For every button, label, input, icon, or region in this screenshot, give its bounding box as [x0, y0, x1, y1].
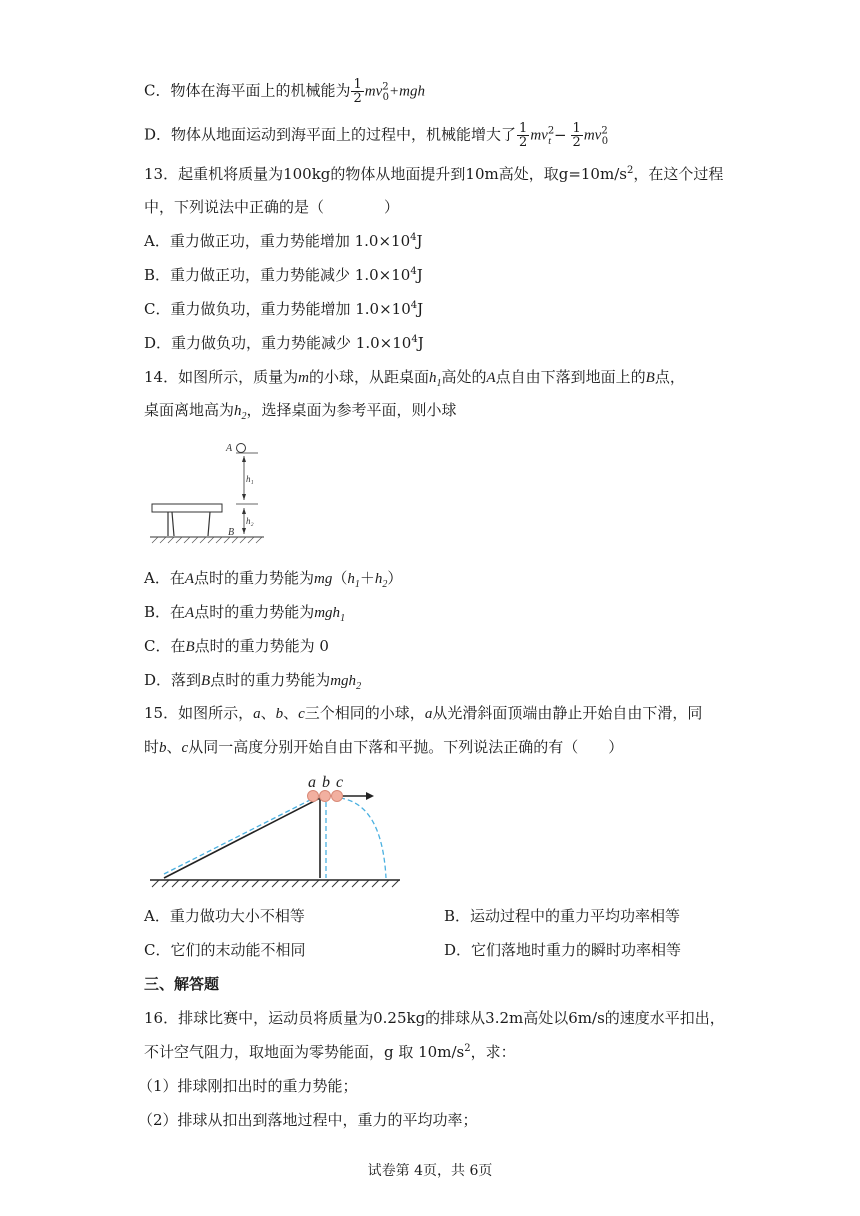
label-a: A — [226, 443, 233, 454]
slide-path — [164, 800, 310, 874]
label-b: b — [322, 774, 330, 791]
q13-option-c: C．重力做负功，重力势能增加 $1.0\times 10^4J$ — [144, 300, 424, 318]
q14-stem-line1: 14．如图所示，质量为m的小球，从距桌面$h_1$高处的A点自由下落到地面上的B点， — [144, 368, 685, 389]
page-footer: 试卷第 4页，共 6页 — [367, 1163, 493, 1179]
q16-sub1: （1）排球刚扣出时的重力势能； — [138, 1077, 358, 1095]
label-a: a — [308, 774, 316, 791]
q14-option-a: A．在A点时的重力势能为$mg(h_1+h_2)$ — [144, 569, 403, 590]
q15-option-d: D．它们落地时重力的瞬时功率相等 — [444, 941, 682, 959]
fraction-half: $\frac{1}{2}$ — [353, 77, 362, 106]
q14-stem-line2: 桌面离地高为$h_2$，选择桌面为参考平面，则小球 — [144, 401, 457, 422]
table-top — [152, 504, 222, 512]
label-h1: h₁ — [246, 474, 254, 484]
label-b: B — [228, 527, 235, 538]
q13-option-b: B．重力做正功，重力势能减少 $1.0\times 10^4J$ — [144, 266, 423, 284]
q15-option-b: B．运动过程中的重力平均功率相等 — [444, 907, 681, 925]
fraction-half: $\frac{1}{2}$ — [519, 121, 528, 150]
fraction-half: $\frac{1}{2}$ — [572, 121, 581, 150]
incline — [164, 798, 320, 878]
q15-figure — [150, 770, 402, 890]
q15-stem-line1: 15．如图所示，a、b、c三个相同的小球，a从光滑斜面顶端由静止开始自由下滑，同 — [144, 704, 703, 722]
q13-option-d: D．重力做负功，重力势能减少 $1.0\times 10^4J$ — [144, 334, 424, 352]
q13-stem-line1: 13．起重机将质量为100kg的物体从地面提升到10m高处，取$g=10m/s^2$，在这个过程 — [144, 165, 724, 183]
projectile-path — [340, 798, 386, 878]
q16-stem-line1: 16．排球比赛中，运动员将质量为0.25kg的排球从3.2m高处以6m/s的速度水平扣出， — [144, 1009, 725, 1027]
q14-option-b: B．在A点时的重力势能为mgh$_1$ — [144, 603, 346, 624]
ball-c — [332, 791, 343, 802]
label-h2: h₂ — [246, 516, 254, 526]
ball-a — [237, 444, 246, 453]
q16-sub2: （2）排球从扣出到落地过程中，重力的平均功率； — [138, 1111, 478, 1129]
q15-stem-line2: 时b、c从同一高度分别开始自由下落和平抛。下列说法正确的有（ ） — [144, 738, 624, 756]
q13-option-a: A．重力做正功，重力势能增加 $1.0\times 10^4J$ — [144, 232, 423, 250]
ball-a — [308, 791, 319, 802]
q14-option-d: D．落到B点时的重力势能为mgh$_2$ — [144, 671, 362, 692]
q13-stem-line2: 中，下列说法中正确的是（ ） — [144, 198, 400, 216]
q12-option-d: D．物体从地面运动到海平面上的过程中，机械能增大了 $\frac{1}{2}$ $mv^2_t$ − $\frac{1}{2}$ $mv^2_0$ — [144, 121, 609, 150]
section-heading: 三、解答题 — [144, 975, 220, 993]
q16-stem-line2: 不计空气阻力，取地面为零势能面，g 取 $10m/s^2$，求： — [144, 1043, 516, 1061]
ball-b — [320, 791, 331, 802]
q12-option-c: C．物体在海平面上的机械能为 $\frac{1}{2}$ $mv^2_0+mgh$ — [144, 77, 425, 106]
q15-option-c: C．它们的末动能不相同 — [144, 941, 306, 959]
q14-option-c: C．在B点时的重力势能为 0 — [144, 637, 329, 655]
q15-option-a: A．重力做功大小不相等 — [144, 907, 305, 925]
label-c: c — [336, 774, 344, 791]
q14-figure — [148, 438, 268, 550]
